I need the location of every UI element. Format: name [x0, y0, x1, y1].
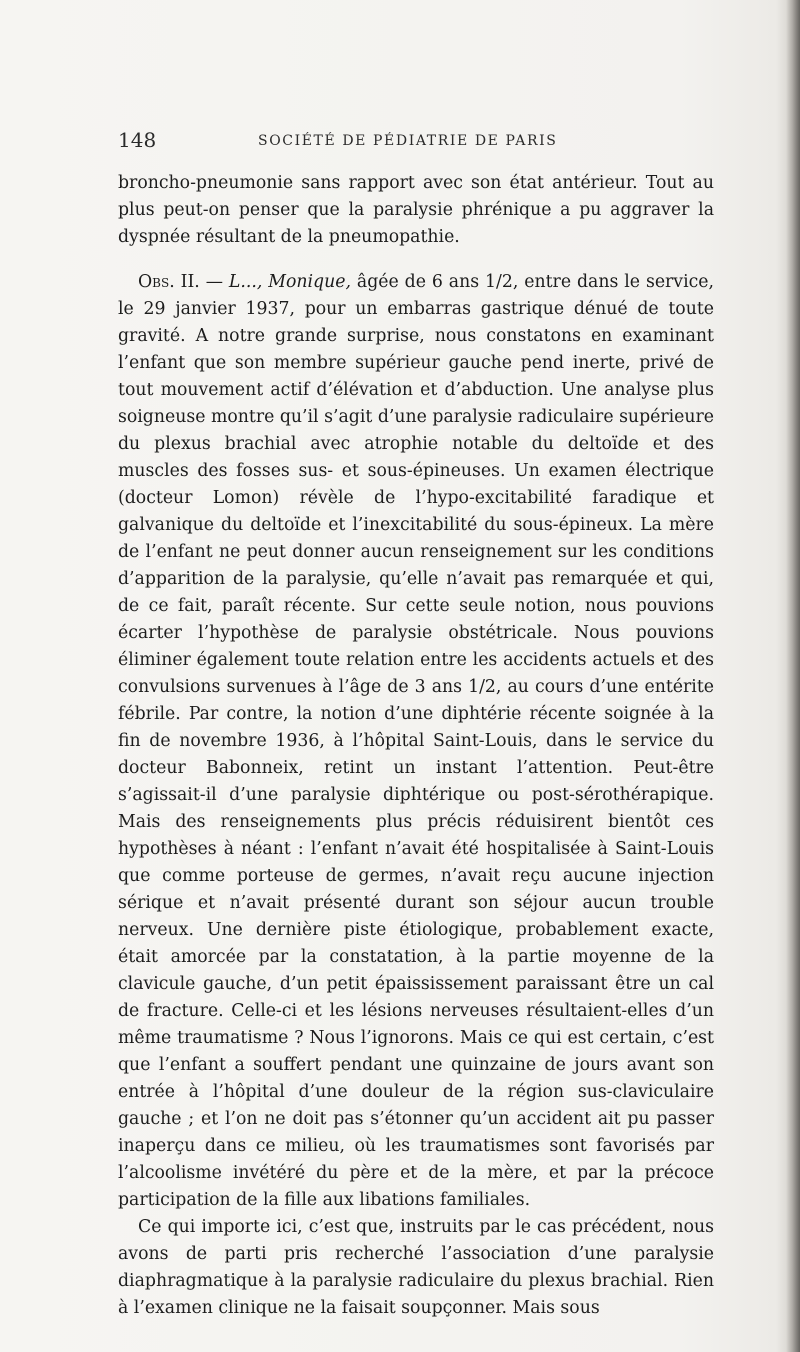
- observation-text: âgée de 6 ans 1/2, entre dans le service, le 29 janvier 1937, pour un embarras gastrique dénué de toute gravité. A notre grande surprise, nous constatons en examinant l’enfant que son membre supérieur gauche pend inerte, privé de tout mouvement actif d’élévation et d’abduction. Une analyse plus soigneuse montre qu’il s’agit d’une paralysie radiculaire supérieure du plexus brachial avec atrophie notable du deltoïde et des muscles des fosses sus- et sous-épineuses. Un examen électrique (docteur Lomon) révèle de l’hypo-excitabilité faradique et galvanique du deltoïde et l’inexcitabilité du sous-épineux. La mère de l’enfant ne peut donner aucun renseignement sur les conditions d’apparition de la paralysie, qu’elle n’avait pas remarquée et qui, de ce fait, paraît récente. Sur cette seule notion, nous pouvions écarter l’hypothèse de paralysie obstétricale. Nous pouvions éliminer également toute relation entre les accidents actuels et des convulsions survenues à l’âge de 3 ans 1/2, au cours d’une entérite fébrile. Par contre, la notion d’une diphtérie récente soignée à la fin de novembre 1936, à l’hôpital Saint-Louis, dans le service du docteur Babonneix, retint un instant l’attention. Peut-être s’agissait-il d’une paralysie diphtérique ou post-sérothérapique. Mais des renseignements plus précis réduisirent bientôt ces hypothèses à néant : l’enfant n’avait été hospitalisée à Saint-Louis que comme porteuse de germes, n’avait reçu aucune injection sérique et n’avait présenté durant son séjour aucun trouble nerveux. Une dernière piste étiologique, probablement exacte, était amorcée par la constatation, à la partie moyenne de la clavicule gauche, d’un petit épaississement paraissant être un cal de fracture. Celle-ci et les lésions nerveuses résultaient-elles d’un même traumatisme ? Nous l’ignorons. Mais ce qui est certain, c’est que l’enfant a souffert pendant une quinzaine de jours avant son entrée à l’hôpital d’une douleur de la région sus-claviculaire gauche ; et l’on ne doit pas s’étonner qu’un accident ait pu passer inaperçu dans ce milieu, où les traumatismes sont favorisés par l’alcoolisme invétéré du père et de la mère, et par la précoce participation de la fille aux libations familiales.: [118, 272, 714, 1210]
- patient-name: Monique,: [262, 272, 351, 292]
- page-header: [118, 128, 714, 158]
- observation-label: Obs. II.: [138, 272, 200, 292]
- observation-dash: —: [199, 272, 229, 292]
- running-title: SOCIÉTÉ DE PÉDIATRIE DE PARIS: [258, 133, 558, 149]
- page-edge-shadow: [786, 0, 800, 1352]
- paragraph-association: Ce qui importe ici, c’est que, instruits par le cas précédent, nous avons de parti pris recherché l’association d’une paralysie diaphragmatique à la paralysie radiculaire du plexus brachial. Rien à l’examen clinique ne la faisait soupçonner. Mais sous: [118, 1217, 714, 1318]
- paragraph-observation-2: [118, 269, 714, 1214]
- paragraph-continuation: broncho-pneumonie sans rapport avec son état antérieur. Tout au plus peut-on penser que la paralysie phrénique a pu aggraver la dyspnée résultant de la pneumopathie.: [118, 173, 714, 247]
- page-number: 148: [118, 128, 157, 152]
- body-text: [118, 170, 714, 1322]
- patient-initial: L...,: [228, 272, 263, 292]
